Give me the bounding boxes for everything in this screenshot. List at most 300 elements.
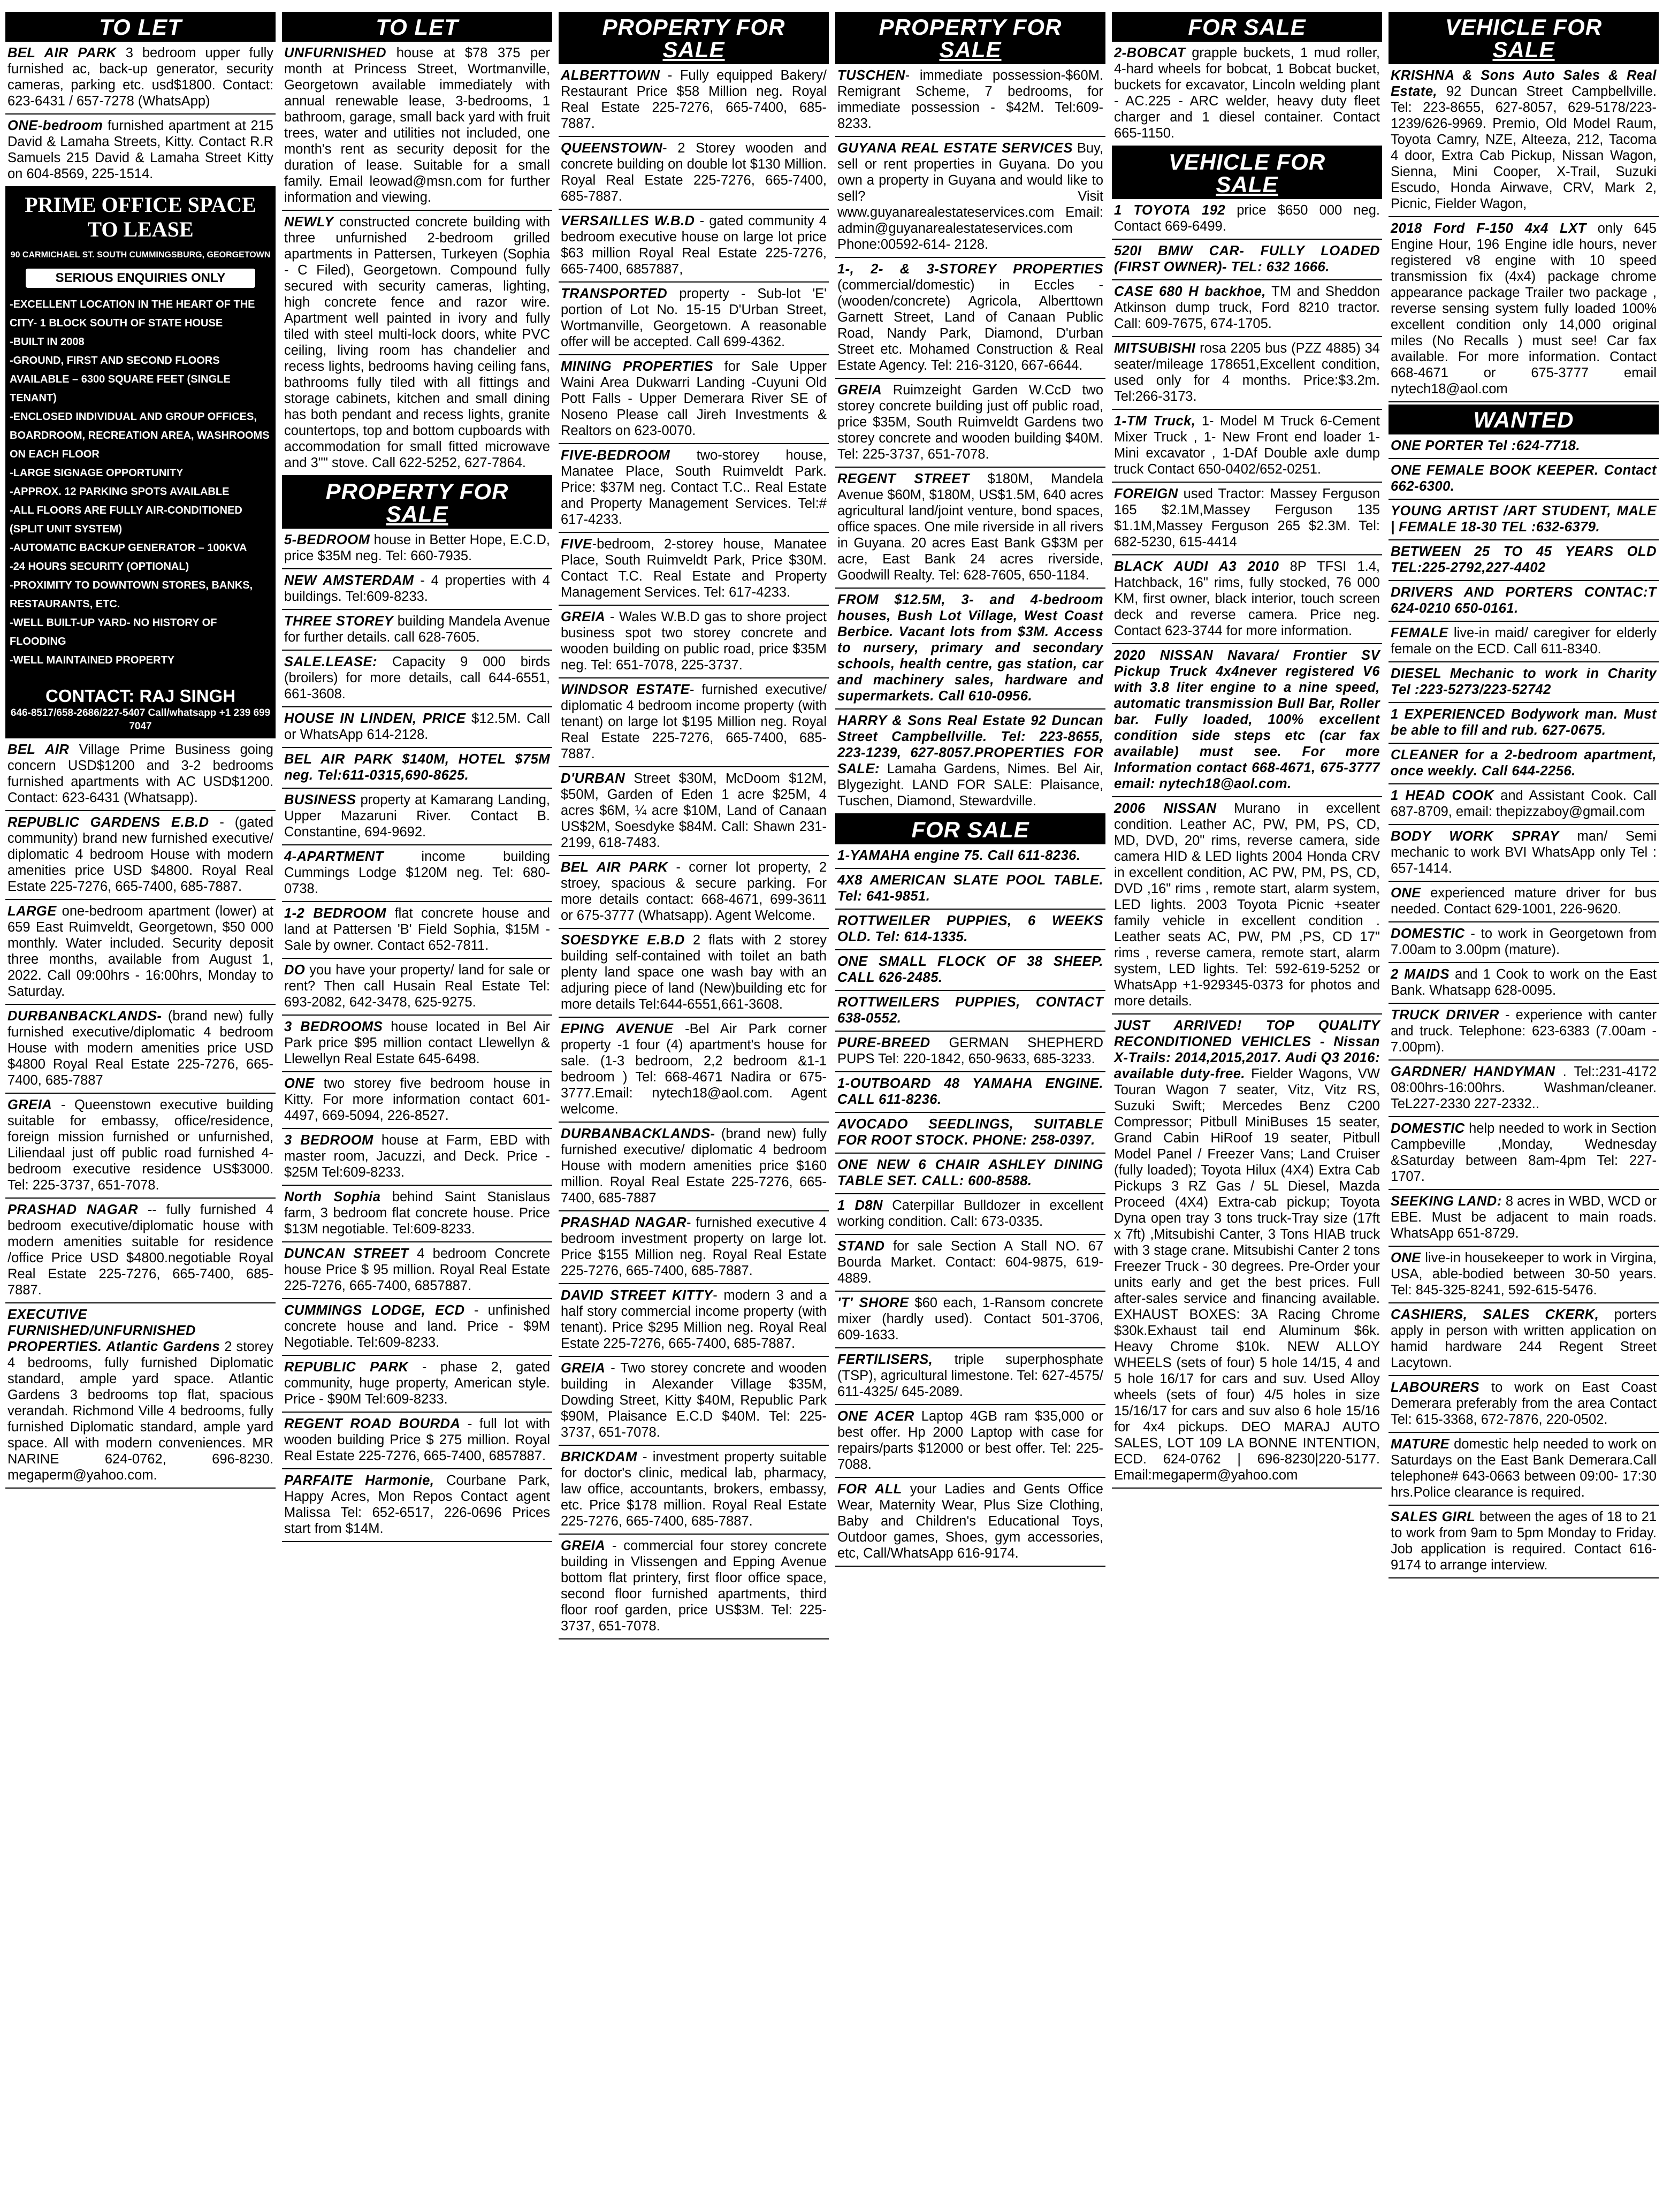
ad-text: $12.5M. Call or WhatsApp 614-2128. [284, 711, 550, 742]
section-header-text: PROPERTY FOR [602, 14, 785, 40]
classified-ad [1389, 963, 1659, 1004]
ad-keyword: 2-BOBCAT [1114, 45, 1186, 60]
classified-ad [1389, 703, 1659, 744]
feature-item: -EXCELLENT LOCATION IN THE HEART OF THE CITY- 1 BLOCK SOUTH OF STATE HOUSE [10, 299, 255, 329]
ad-text: -Bel Air Park corner property -1 four (4) apartment's house for sale. (1-3 bedroom, 2,2 bedroom &1-1 bedroom ) Tel: 668-4671 Nadira or 675-3777.Email: nytech18@aol.com. Agent welcome. [561, 1021, 827, 1117]
ad-text: - experience with canter and truck. Telephone: 623-6383 (7.00am - 7.00pm). [1391, 1008, 1657, 1055]
section-header-for-sale [835, 814, 1105, 844]
ad-text: only 645 Engine Hour, 196 Engine idle hours, never registered v8 engine with 10 speed transmission fix (4x4) package chrome appearance package Trailer two package , reverse sensing system fully loaded 100% excellent condition only 14,000 original miles (No Recalls ) must see! Car fax available. For more information. Contact 668-4671 or 675-3777 email nytech18@aol.com [1391, 221, 1657, 396]
classified-ad [1389, 1376, 1659, 1433]
classified-ad [1112, 337, 1382, 410]
classified-ad [559, 1284, 829, 1357]
ad-text: $60 each, 1-Ransom concrete mixer (hardly used). Contact 501-3706, 609-1633. [837, 1295, 1103, 1343]
section-header-for-sale [1112, 12, 1382, 42]
ad-text: 1- Model M Truck 6-Cement Mixer Truck , 1- New Front end loader 1-Mini excavator , 1-DAf Double axle dump truck Contact 650-0402/652-0251. [1114, 414, 1380, 477]
ad-text: grapple buckets, 1 mud roller, 4-hard wheels for bobcat, 1 Bobcat bucket, buckets for excavator, Lincoln welding plant - AC.225 - ARC welder, heavy duty fleet charger and 1 diesel container. Contact 665-1150. [1114, 45, 1380, 141]
ad-keyword: CLEANER for a 2-bedroom apartment, once weekly. Call 644-2256. [1391, 747, 1657, 779]
classified-ad [835, 910, 1105, 950]
feature-item: -AUTOMATIC BACKUP GENERATOR – 100KVA [10, 542, 247, 554]
ad-keyword: JUST ARRIVED! TOP QUALITY RECONDITIONED VEHICLES - Nissan X-Trails: 2014,2015,2017. Audi Q3 2016: available duty-free. [1114, 1018, 1380, 1081]
ad-keyword: 1-2 BEDROOM [284, 906, 387, 921]
section-header-wanted [1389, 405, 1659, 434]
ad-text: - furnished executive 4 bedroom investment property on large lot. Price $155 Million neg. Royal Real Estate 225-7276, 665-7400, 685-7887. [561, 1215, 827, 1278]
classified-ad [1112, 555, 1382, 644]
section-header-to-let [5, 12, 276, 42]
ad-keyword: QUEENSTOWN [561, 141, 663, 156]
ad-keyword: 'T' SHORE [837, 1295, 909, 1310]
ad-text: property - Sub-lot 'E' portion of Lot No. 15-15 D'Urban Street, Wortmanville, Georgetown. A reasonable offer will be accepted. Call 699-4362. [561, 286, 827, 349]
ad-keyword: MITSUBISHI [1114, 341, 1196, 356]
classified-ad [282, 959, 552, 1016]
ad-keyword: 1-, 2- & 3-STOREY PROPERTIES [837, 262, 1103, 277]
ad-keyword: AVOCADO SEEDLINGS, SUITABLE FOR ROOT STOCK. PHONE: 258-0397. [837, 1117, 1103, 1148]
classified-ad [1389, 1190, 1659, 1247]
ad-keyword: FIVE [561, 537, 592, 552]
section-header-text: FOR SALE [911, 817, 1029, 842]
ad-text: - to work in Georgetown from 7.00am to 3.00pm (mature). [1391, 926, 1657, 957]
classified-ad [1389, 825, 1659, 882]
classified-ad [1389, 581, 1659, 622]
classified-ad [5, 1199, 276, 1303]
classified-ad [559, 137, 829, 210]
classified-ad [835, 710, 1105, 814]
classified-ad [282, 748, 552, 789]
ad-keyword: DOMESTIC [1391, 1121, 1465, 1136]
section-header-property-for-sale [559, 12, 829, 64]
ad-keyword: BEL AIR PARK $140M, HOTEL $75M neg. Tel:611-0315,690-8625. [284, 752, 550, 783]
ad-keyword: GREIA [561, 1361, 606, 1376]
ad-text: Buy, sell or rent properties in Guyana. Do you own a property in Guyana and would like to sell? Visit www.guyanarealestateservices.com Email: admin@guyanarealestateservices.com Phone:00592-614- 2128. [837, 141, 1104, 252]
ad-text: 8 acres in WBD, WCD or EBE. Must be adjacent to main roads. WhatsApp 651-8729. [1391, 1194, 1657, 1241]
ad-keyword: 3 BEDROOMS [284, 1019, 383, 1034]
feature-item: -PROXIMITY TO DOWNTOWN STORES, BANKS, RESTAURANTS, ETC. [10, 579, 253, 610]
ad-keyword: UNFURNISHED [284, 45, 387, 60]
ad-text: Courbane Park, Happy Acres, Mon Repos Contact agent Malissa Tel: 652-6517, 226-0696 Prices start from $14M. [284, 1473, 551, 1536]
classified-ad [1389, 662, 1659, 703]
classified-ad [1389, 1004, 1659, 1061]
ad-text: . Tel::231-4172 08:00hrs-16:00hrs. Washman/cleaner. TeL227-2330 227-2332.. [1391, 1064, 1657, 1111]
ad-keyword: ALBERTTOWN [561, 68, 660, 83]
classified-ad [835, 64, 1105, 137]
ad-keyword: 4X8 AMERICAN SLATE POOL TABLE. Tel: 641-9851. [837, 873, 1103, 904]
ad-text: man/ Semi mechanic to work BVI WhatsApp only Tel : 657-1414. [1391, 829, 1657, 876]
ad-keyword: 1 HEAD COOK [1391, 788, 1494, 803]
feature-item: -LARGE SIGNAGE OPPORTUNITY [10, 467, 184, 479]
classified-ad [282, 42, 552, 211]
classified-ad [1389, 1061, 1659, 1117]
classified-ad [282, 1186, 552, 1242]
classified-ad [1112, 199, 1382, 240]
feature-item: -ALL FLOORS ARE FULLY AIR-CONDITIONED (SPLIT UNIT SYSTEM) [10, 505, 242, 535]
ad-text: Village Prime Business going concern USD$1200 and 3-2 bedrooms furnished apartments with AC USD$1200. Contact: 623-6431 (Whatsapp). [7, 742, 273, 805]
ad-keyword: BLACK AUDI A3 2010 [1114, 559, 1279, 574]
ad-keyword: ROTTWEILER PUPPIES, 6 WEEKS OLD. Tel: 614-1335. [837, 913, 1103, 944]
ad-text: - Wales W.B.D gas to shore project business spot two storey concrete and wooden building on public road, price $35M neg. Tel: 651-7078, 225-3737. [561, 609, 827, 673]
ad-keyword: HARRY & Sons Real Estate 92 Duncan Street Campbellville. Tel: 223-8655, 223-1239, 627-8057.PROPERTIES FOR SALE: [837, 713, 1103, 776]
ad-keyword: ONE ACER [837, 1409, 914, 1424]
classified-ad [835, 1235, 1105, 1292]
classified-ad [282, 845, 552, 902]
classified-ad [282, 789, 552, 845]
classified-ad [835, 258, 1105, 379]
classified-ad [282, 1356, 552, 1413]
ad-keyword: BRICKDAM [561, 1450, 637, 1465]
ad-keyword: 1-TM Truck, [1114, 414, 1196, 429]
ad-keyword: FERTILISERS, [837, 1352, 933, 1367]
classified-ad [559, 1211, 829, 1284]
classified-ad [835, 1154, 1105, 1194]
ad-text: two storey five bedroom house in Kitty. For more information contact 601-4497, 669-5094, 226-8527. [284, 1076, 550, 1123]
ad-keyword: BODY WORK SPRAY [1391, 829, 1559, 844]
ad-keyword: ONE [1391, 886, 1421, 901]
ad-text: you have your property/ land for sale or rent? Then call Husain Real Estate Tel: 693-2082, 642-3478, 625-9275. [284, 963, 550, 1010]
section-header-text: FOR SALE [1188, 14, 1306, 40]
ad-keyword: PURE-BREED [837, 1035, 930, 1050]
ad-keyword: ONE FEMALE BOOK KEEPER. Contact 662-6300. [1391, 463, 1657, 494]
ad-text: GERMAN SHEPHERD PUPS Tel: 220-1842, 650-9633, 685-3233. [837, 1035, 1103, 1066]
classified-ad [282, 651, 552, 707]
ad-text: Fielder Wagons, VW Touran Wagon 7 seater, Vitz, Vitz RS, Suzuki Swift; Mercedes Benz C200 Compressor; Pitbull MiniBuses 15 seater, Grand Cabin HiRoof 19 seater, Pitbull Model Panel / Freezer Vans; Land Cruiser (fully loaded); Toyota Hilux (4X4) Extra Cab Pickups 3 RZ Gas / 5L Diesel, Mazda Proceed (4X4) Extra-cab pickup; Toyota Dyna open tray 3 tons truck-Tray size (17ft x 7ft) ,Mitsubishi Canter, 3 Tons HIAB truck with 3 stage crane. Mitsubishi Canter 2 tons Freezer Truck - 30 degrees. Pre-Order your units early and get the best prices. Full after-sales service and financing available. EXHAUST BOXES: 3A Racing Chrome $30k.Exhaust tail end Aluminum $6k. Heavy Chrome $10k. NEW ALLOY WHEELS (sets of four) 5 hole 14/15, 4 and 5 hole 16/17 for cars and suv. Used Alloy wheels (sets of four) 4/5 holes in size 15/16/17 for cars and suv also 6 hole 15/16 for 4x4 pickups. DEO MARAJ AUTO SALES, LOT 109 LA BONNE INTENTION, ECD. 624-0762 | 696-8230|220-5177. Email:megaperm@yahoo.com [1114, 1066, 1380, 1483]
classified-ad [559, 210, 829, 283]
classified-ad [1112, 410, 1382, 483]
ad-text: Lamaha Gardens, Nimes. Bel Air, Blygezight. LAND FOR SALE: Plaisance, Tuschen, Diamond, Stewardville. [837, 761, 1103, 808]
ad-keyword: 2 MAIDS [1391, 967, 1450, 982]
ad-text: house at Farm, EBD with master room, Jacuzzi, and Deck. Price - $25M Tel:609-8233. [284, 1133, 550, 1180]
ad-keyword: D'URBAN [561, 771, 625, 786]
ad-keyword: REPUBLIC GARDENS E.B.D [7, 815, 209, 830]
ad-keyword: MINING PROPERTIES [561, 359, 714, 374]
feature-item: -BUILT IN 2008 [10, 336, 85, 348]
ad-text: - immediate possession-$60M. Remigrant Scheme, 7 bedrooms, for immediate possession - $42M. Tel:609-8233. [837, 68, 1103, 131]
classified-ad [282, 529, 552, 569]
classified-ad [1112, 797, 1382, 1015]
ad-keyword: 2020 NISSAN Navara/ Frontier SV Pickup Truck 4x4never registered V6 with 3.8 liter engine to a nine speed, automatic transmission Bull Bar, Roller bar. Fully loaded, 100% excellent condition side steps etc (car fax available) must see. For more Information contact 668-4671, 675-3777 email: nytech18@aol.com. [1114, 648, 1380, 791]
classified-ad [835, 1405, 1105, 1478]
ad-keyword: TRANSPORTED [561, 286, 668, 301]
classified-ad [835, 844, 1105, 869]
ad-text: - Queenstown executive building suitable for embassy, office/residence, foreign mission furnished or unfurnished, Liliendaal just off public road furnished 4-bedroom executive residence US$3000. Tel: 225-3737, 651-7078. [7, 1097, 273, 1193]
feature-item: -APPROX. 12 PARKING SPOTS AVAILABLE [10, 486, 230, 498]
ad-keyword: 1 TOYOTA 192 [1114, 203, 1226, 218]
section-header-text: SALE [1216, 172, 1278, 197]
ad-keyword: THREE STOREY [284, 614, 394, 629]
classified-ad [835, 1478, 1105, 1567]
ad-text: used Tractor: Massey Ferguson 165 $2.1M,Massey Ferguson 135 $1.1M,Massey Ferguson 265 $2.3M. Tel: 682-5230, 615-4414 [1114, 486, 1380, 550]
ad-text: 2 flats with 2 storey building self-contained with toilet an bath plenty land space one wash bay with an adjuring piece of land (New)building etc for more details Tel:644-6551,661-3608. [561, 933, 827, 1012]
classified-ad [5, 900, 276, 1005]
ad-keyword: 2006 NISSAN [1114, 801, 1217, 816]
ad-text: porters apply in person with written application on hamid hardware 244 Regent Street Lacytown. [1391, 1307, 1657, 1370]
feature-item: -24 HOURS SECURITY (OPTIONAL) [10, 561, 189, 573]
ad-keyword: DRIVERS AND PORTERS CONTAC:T 624-0210 650-0161. [1391, 585, 1657, 616]
section-header-text: SALE [1492, 37, 1555, 62]
ad-text: TM and Sheddon Atkinson dump truck, Ford 8210 tractor. Call: 609-7675, 674-1705. [1114, 284, 1380, 331]
ad-text: rosa 2205 bus (PZZ 4885) 34 seater/mileage 178651,Excellent condition, used only for 4 months. Price:$3.2m. Tel:266-3173. [1114, 341, 1380, 404]
ad-keyword: FROM $12.5M, 3- and 4-bedroom houses, Bush Lot Village, West Coast Berbice. Vacant lots from $3M. Access to nursery, primary and secondary schools, health centre, gas station, car and machinery sales, hardware and supermarkets. Call 610-0956. [837, 592, 1103, 704]
ad-text: behind Saint Stanislaus farm, 3 bedroom flat concrete house. Price $13M negotiable. Tel:609-8233. [284, 1189, 550, 1237]
classified-ad [835, 1032, 1105, 1072]
section-header-text: SALE [939, 37, 1002, 62]
ad-text: 8P TFSI 1.4, Hatchback, 16" rims, fully stocked, 76 000 KM, first owner, black interior, touch screen deck and reverse camera. Price neg. Contact 623-3744 for more information. [1114, 559, 1380, 638]
ad-text: price $650 000 neg. Contact 669-6499. [1114, 203, 1380, 234]
classified-ad [5, 115, 276, 187]
classified-ad [559, 856, 829, 929]
section-header-vehicle-for-sale [1389, 12, 1659, 64]
ad-keyword: NEW AMSTERDAM [284, 573, 414, 588]
section-header-text: SALE [662, 37, 725, 62]
ad-text: for Sale Upper Waini Area Dukwarri Landing -Cuyuni Old Pott Falls - Upper Demerara River SE of Noseno Please call Jireh Investments & Realtors on 623-0070. [561, 359, 827, 438]
prime-ad-address: 90 CARMICHAEL ST. SOUTH CUMMINGSBURG, GEORGETOWN [10, 250, 271, 260]
section-header-text: TO LET [99, 14, 182, 40]
classified-ad [1389, 622, 1659, 662]
classified-ad [559, 606, 829, 678]
classified-ad [1389, 1117, 1659, 1190]
ad-text: building Mandela Avenue for further details. call 628-7605. [284, 614, 550, 645]
classified-ad [835, 869, 1105, 910]
ad-keyword: HOUSE IN LINDEN, PRICE [284, 711, 466, 726]
classified-ad [282, 1242, 552, 1299]
ad-text: domestic help needed to work on Saturdays on the East Bank Demerara.Call telephone# 643-0663 between 09:00- 17:30 hrs.Police clearance is required. [1391, 1437, 1657, 1500]
ad-text: for sale Section A Stall NO. 67 Bourda Market. Contact: 604-9875, 619-4889. [837, 1239, 1103, 1286]
ad-text: - modern 3 and a half story commercial income property (with tenant). Price $295 Million neg. Royal Real Estate 225-7276, 665-7400, 685-7887. [561, 1288, 827, 1351]
ad-text: and Assistant Cook. Call 687-8709, email: thepizzaboy@gmail.com [1391, 788, 1657, 819]
classified-ad [835, 589, 1105, 710]
classified-ad [1389, 1247, 1659, 1303]
ad-keyword: DOMESTIC [1391, 926, 1465, 941]
classified-ad [1389, 459, 1659, 500]
ad-keyword: REGENT STREET [837, 471, 970, 486]
ad-keyword: MATURE [1391, 1437, 1450, 1452]
classified-ad [559, 678, 829, 767]
ad-keyword: CASHIERS, SALES CKERK, [1391, 1307, 1599, 1322]
ad-keyword: CUMMINGS LODGE, ECD [284, 1303, 465, 1318]
ad-text: flat concrete house and land at Pattersen 'B' Field Sophia, $15M - Sale by owner. Contact 652-7811. [284, 906, 550, 953]
classified-ad [1389, 500, 1659, 540]
ad-keyword: DO [284, 963, 306, 978]
ad-keyword: REGENT ROAD BOURDA [284, 1416, 461, 1431]
ad-keyword: BEL AIR [7, 742, 70, 757]
ad-text: Caterpillar Bulldozer in excellent working condition. Call: 673-0335. [837, 1198, 1104, 1229]
ad-keyword: ROTTWEILERS PUPPIES, CONTACT 638-0552. [837, 995, 1103, 1026]
classified-ad [282, 1413, 552, 1469]
section-header-text: VEHICLE FOR [1168, 149, 1326, 174]
classified-ad [1112, 42, 1382, 147]
ad-keyword: PRASHAD NAGAR [561, 1215, 686, 1230]
classified-ad [835, 1348, 1105, 1405]
classified-ad [559, 444, 829, 533]
ad-text: - unfinished concrete house and land. Price - $9M Negotiable. Tel:609-8233. [284, 1303, 550, 1350]
ad-keyword: EPING AVENUE [561, 1021, 674, 1036]
ad-keyword: BEL AIR PARK [7, 45, 117, 60]
ad-text: house located in Bel Air Park price $95 million contact Llewellyn & Llewellyn Real Estate 645-6498. [284, 1019, 550, 1066]
classified-ad [835, 1072, 1105, 1113]
ad-text: $180M, Mandela Avenue $60M, $180M, US$1.5M, 640 acres agricultural land/joint venture, bond spaces, office spaces. One mile riverside in all rivers in Guyana. 20 acres East Bank G$3M per acre, East Bank 24 acres riverside, Goodwill Realty. Tel: 628-7605, 650-1184. [837, 471, 1104, 583]
feature-item: -GROUND, FIRST AND SECOND FLOORS AVAILABLE – 6300 SQUARE FEET (SINGLE TENANT) [10, 355, 231, 404]
section-header-text: VEHICLE FOR [1445, 14, 1603, 40]
classified-ad [835, 1113, 1105, 1154]
ad-text: 92 Duncan Street Campbellville. Tel: 223-8655, 627-8057, 629-5178/223-1239/626-9969. Premio, Old Model Raum, Toyota Camry, NZE, Alteeza, 212, Tacoma 4 door, Extra Cab Pickup, Nissan Wagon, Sienna, Mini Cooper, X-Trail, Suzuki Escudo, Honda Airwave, CRV, Mark 2, Picnic, Fielder Wagon, [1391, 84, 1657, 211]
ad-keyword: FOR ALL [837, 1482, 902, 1497]
section-header-to-let [282, 12, 552, 42]
classified-ad [282, 1072, 552, 1129]
classified-ad [835, 1194, 1105, 1235]
ad-text: - (gated community) brand new furnished executive/ diplomatic 4 bedroom House with modern amenities price USD $4800. Royal Real Estate 225-7276, 665-7400, 685-7887. [7, 815, 273, 894]
ad-keyword: FIVE-BEDROOM [561, 448, 670, 463]
ad-text: Capacity 9 000 birds (broilers) for more details, call 644-6551, 661-3608. [284, 654, 550, 701]
classified-ad [282, 569, 552, 610]
classified-ad [282, 902, 552, 959]
classified-ad [282, 1299, 552, 1356]
section-header-vehicle-for-sale [1112, 147, 1382, 199]
column-for-sale-vehicles [1112, 12, 1382, 2203]
classified-ad [282, 1469, 552, 1542]
ad-text: to work on East Coast Demerara preferably from the area Contact Tel: 615-3368, 672-7876, 220-0502. [1391, 1380, 1657, 1427]
classified-ad [559, 1357, 829, 1446]
ad-keyword: GREIA [837, 383, 882, 398]
ad-keyword: ONE NEW 6 CHAIR ASHLEY DINING TABLE SET. CALL: 600-8588. [837, 1157, 1103, 1188]
column-to-let-1 [5, 12, 276, 2203]
classified-ad [1112, 240, 1382, 280]
ad-keyword: PRASHAD NAGAR [7, 1202, 138, 1217]
classified-ad [1389, 744, 1659, 784]
classified-ad [5, 1303, 276, 1489]
ad-text: -bedroom, 2-storey house, Manatee Place, South Ruimveldt Park, Price $30M. Contact T.C. Real Estate and Property Management Services. Tel: 617-4233. [561, 537, 827, 600]
classified-ad [5, 1005, 276, 1094]
ad-keyword: ONE PORTER Tel :624-7718. [1391, 438, 1581, 453]
ad-keyword: CASE 680 H backhoe, [1114, 284, 1266, 299]
ad-keyword: ONE [284, 1076, 315, 1091]
section-header-text: TO LET [376, 14, 459, 40]
ad-keyword: PARFAITE Harmonie, [284, 1473, 434, 1488]
ad-keyword: YOUNG ARTIST /ART STUDENT, MALE | FEMALE 18-30 TEL :632-6379. [1391, 504, 1657, 535]
classified-ad [5, 42, 276, 115]
ads-list [5, 738, 276, 1489]
ad-text: live-in maid/ caregiver for elderly female on the ECD. Call 611-8340. [1391, 626, 1657, 657]
ad-text: - phase 2, gated community, huge property, American style. Price - $90M Tel:609-8233. [284, 1360, 550, 1407]
ad-keyword: ONE-bedroom [7, 118, 103, 133]
section-header-text: WANTED [1473, 407, 1574, 432]
ad-keyword: FEMALE [1391, 626, 1448, 640]
ad-keyword: North Sophia [284, 1189, 381, 1204]
ad-keyword: KRISHNA & Sons Auto Sales & Real Estate, [1391, 68, 1657, 99]
ad-keyword: 1-OUTBOARD 48 YAMAHA ENGINE. CALL 611-8236. [837, 1076, 1103, 1107]
ad-keyword: GREIA [7, 1097, 52, 1112]
ad-text: live-in housekeeper to work in Virgina, USA, able-bodied between 30-50 years. Tel: 845-325-8241, 592-615-5476. [1391, 1250, 1657, 1298]
classified-ad [835, 468, 1105, 589]
classified-ad [559, 1535, 829, 1639]
ad-text: - Two storey concrete and wooden building in Alexander Village $35M, Dowding Street, Kitty $40M, Republic Park $90M, Plaisance E.C.D $40M. Tel: 225-3737, 651-7078. [561, 1361, 827, 1440]
classified-ad [1112, 1015, 1382, 1489]
ad-text: house in Better Hope, E.C.D, price $35M neg. Tel: 660-7935. [284, 532, 550, 563]
ad-text: Murano in excellent condition. Leather AC, PW, PM, PS, CD, MD, DVD, 20" rims, reverse camera, side camera HID & LED lights 2004 Honda CRV in excellent condition, AC PW, PM, PS, CD, DVD ,16" rims , remote start, alarm system, LED lights. 2003 Toyota Picnic +seater family vehicle in excellent condition . Leather seats AC, PW, PM ,PS, CD 17" rims , reverse camera, remote start, alarm system, LED lights. Tel: 592-619-5252 or WhatsApp +1-929345-0373 for photos and more details. [1114, 801, 1380, 1009]
ad-text: and 1 Cook to work on the East Bank. Whatsapp 628-0095. [1391, 967, 1657, 998]
classified-ad [282, 211, 552, 476]
prime-ad-title: PRIME OFFICE SPACE TO LEASE [25, 193, 256, 241]
classified-ad [1389, 217, 1659, 402]
ad-keyword: LARGE [7, 904, 57, 919]
ad-keyword: GREIA [561, 609, 606, 624]
ad-text: furnished apartment at 215 David & Lamaha Streets, Kitty. Contact R.R Samuels 215 David & Lamaha Street Kitty on 604-8569, 225-1514. [7, 118, 273, 181]
classified-ad [1389, 64, 1659, 217]
ad-keyword: SOESDYKE E.B.D [561, 933, 685, 948]
ad-keyword: 2018 Ford F-150 4x4 LXT [1391, 221, 1586, 236]
ad-keyword: NEWLY [284, 215, 334, 230]
ad-text: Ruimzeight Garden W.CcD two storey concrete building just off public road, price $35M, South Ruimveldt Gardens two storey concrete and wooden building $40M. Tel: 225-3737, 651-7078. [837, 383, 1103, 462]
classified-ad [559, 767, 829, 856]
ad-keyword: DURBANBACKLANDS- [7, 1009, 162, 1024]
ad-keyword: FOREIGN [1114, 486, 1178, 501]
ad-text: Street $30M, McDoom $12M, $50M, Garden of Eden 1 acre $25M, 4 acres $6M, ¼ acre $10M, Land of Canaan US$2M, Soesdyke $84M. Call: Shawn 231-2199, 618-7483. [561, 771, 827, 850]
classified-ad [1389, 922, 1659, 963]
ad-text: 4 bedroom Concrete house Price $ 95 million. Royal Real Estate 225-7276, 665-7400, 6857887. [284, 1246, 550, 1293]
classified-ad [1112, 280, 1382, 337]
classified-ad [559, 283, 829, 355]
ad-keyword: 1 EXPERIENCED Bodywork man. Must be able to fill and rub. 627-0675. [1391, 707, 1657, 738]
ad-keyword: 1 D8N [837, 1198, 883, 1213]
classified-ad [282, 1016, 552, 1072]
ad-text: Laptop 4GB ram $35,000 or best offer. Hp 2000 Laptop with case for repairs/parts $12000 or best offer. Tel: 225-7088. [837, 1409, 1103, 1472]
ads-list [5, 42, 276, 187]
ad-text: - gated community 4 bedroom executive house on large lot price $63 million Royal Real Estate 225-7276, 665-7400, 6857887, [561, 213, 827, 277]
ad-keyword: STAND [837, 1239, 885, 1254]
prime-ad-features [10, 295, 271, 670]
ad-text: constructed concrete building with three unfurnished 2-bedroom grilled apartments in Pattersen, Turkeyen (Sophia - C Filed), Georgetown. Compound fully secured with security cameras, lighting, high concrete fence and razor wire. Apartment well painted in ivory and fully tiled with steel multi-lock doors, white PVC ceiling, living room has chandelier and recess lights, bedrooms having ceiling fans, bathrooms fully tiled with all fittings and storage cabinets, kitchen and small dining has both pendant and recess lights, granite countertops, top and bottom cupboards with accommodation for small fitted microwave and 3"" stove. Call 622-5252, 627-7864. [284, 215, 550, 470]
ad-keyword: GREIA [561, 1538, 606, 1553]
ad-text: income building Cummings Lodge $120M neg. Tel: 680-0738. [284, 849, 550, 896]
classified-ad [559, 1446, 829, 1535]
ad-keyword: DAVID STREET KITTY [561, 1288, 713, 1303]
prime-ad-serious-badge: SERIOUS ENQUIRIES ONLY [26, 269, 255, 288]
ad-text: property at Kamarang Landing, Upper Mazaruni River. Contact B. Constantine, 694-9692. [284, 792, 550, 840]
ad-keyword: GUYANA REAL ESTATE SERVICES [837, 141, 1073, 156]
ad-text: - Fully equipped Bakery/ Restaurant Price $58 Million neg. Royal Real Estate 225-7276, 665-7400, 685-7887. [561, 68, 827, 131]
ad-keyword: LABOURERS [1391, 1380, 1480, 1395]
ad-text: (brand new) fully furnished executive/diplomatic 4 bedroom House with modern amenities price USD $4800 Royal Real Estate 225-7276, 665-7400, 685-7887 [7, 1009, 273, 1088]
ad-text: - furnished executive/ diplomatic 4 bedroom income property (with tenant) on large lot $195 Million neg. Royal Real Estate 225-7276, 665-7400, 685-7887. [561, 682, 827, 761]
prime-ad-contact: CONTACT: RAJ SINGH [45, 686, 236, 706]
ad-keyword: 5-BEDROOM [284, 532, 370, 547]
section-header-text: SALE [386, 501, 448, 527]
column-vehicle-and-wanted [1389, 12, 1659, 2203]
classified-ad [835, 950, 1105, 991]
classified-ad [1112, 483, 1382, 555]
ad-keyword: TUSCHEN [837, 68, 905, 83]
classified-ad [5, 811, 276, 900]
ad-keyword: 1-YAMAHA engine 75. Call 611-8236. [837, 848, 1081, 863]
section-header-text: PROPERTY FOR [325, 479, 509, 504]
ad-keyword: GARDNER/ HANDYMAN [1391, 1064, 1555, 1079]
ad-keyword: 4-APARTMENT [284, 849, 384, 864]
classified-ad [1389, 1506, 1659, 1578]
classified-ad [559, 533, 829, 606]
ad-keyword: VERSAILLES W.B.D [561, 213, 695, 228]
ad-text: experienced mature driver for bus needed. Contact 629-1001, 226-9620. [1391, 886, 1657, 917]
ad-text: - investment property suitable for doctor's clinic, medical lab, pharmacy, law office, accountants, brokers, embassy, etc. Price $178 million. Royal Real Estate 225-7276, 665-7400, 685-7887. [561, 1450, 827, 1529]
ad-keyword: BUSINESS [284, 792, 356, 807]
ad-keyword: DIESEL Mechanic to work in Charity Tel :223-5273/223-52742 [1391, 666, 1657, 697]
classified-ad [1389, 882, 1659, 922]
ad-keyword: BETWEEN 25 TO 45 YEARS OLD TEL:225-2792,227-4402 [1391, 544, 1657, 575]
column-property-for-sale-1 [559, 12, 829, 2203]
ad-keyword: ONE [1391, 1250, 1421, 1265]
classified-ad [5, 1094, 276, 1199]
ad-keyword: 3 BEDROOM [284, 1133, 373, 1148]
classified-ad [835, 1292, 1105, 1348]
classified-ad [1389, 434, 1659, 459]
classified-ad [5, 738, 276, 811]
classified-ad [1389, 1433, 1659, 1506]
classified-ad [835, 137, 1105, 258]
